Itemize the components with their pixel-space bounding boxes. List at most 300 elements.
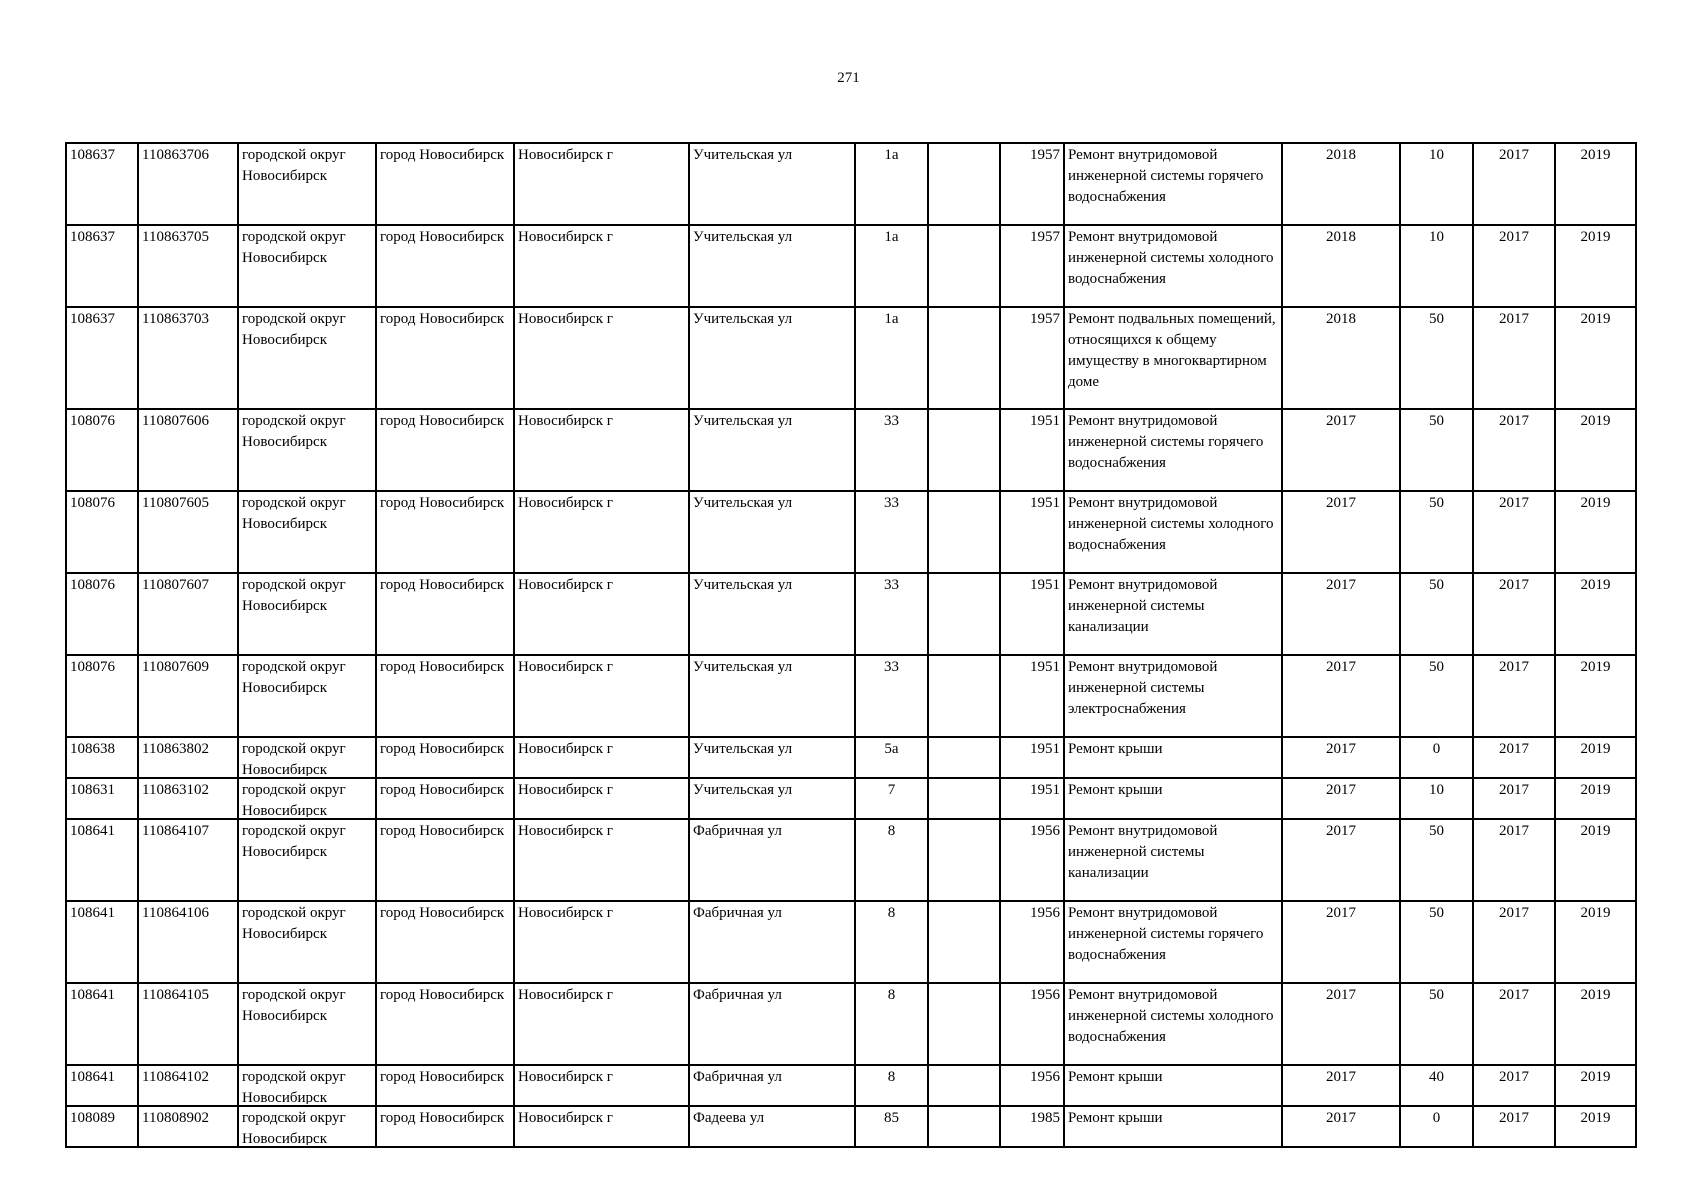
cell-work-type xyxy=(1064,901,1282,983)
municipal-district-text: городской округ Новосибирск xyxy=(242,495,346,532)
cell-municipal-district xyxy=(238,307,376,409)
cell-municipal-district xyxy=(238,1106,376,1147)
year-built-text: 1951 xyxy=(1030,413,1060,429)
cell-period-start xyxy=(1473,983,1555,1065)
cell-house-number xyxy=(855,778,928,819)
cell-municipal-district xyxy=(238,409,376,491)
wear-percent-text: 0 xyxy=(1432,1110,1441,1126)
period-end-text: 2019 xyxy=(1580,147,1611,163)
wear-percent-text: 10 xyxy=(1429,229,1444,245)
element-id-text: 110864102 xyxy=(142,1069,209,1085)
locality-text: Новосибирск г xyxy=(518,782,613,798)
table-row xyxy=(66,491,1636,573)
cell-period-end xyxy=(1555,819,1636,901)
cell-street xyxy=(689,491,855,573)
street-text: Учительская ул xyxy=(693,413,793,429)
cell-building xyxy=(928,778,1000,819)
period-start-text: 2017 xyxy=(1499,577,1529,593)
cell-locality xyxy=(514,778,689,819)
cell-period-end xyxy=(1555,778,1636,819)
locality-text: Новосибирск г xyxy=(518,905,613,921)
period-start-text: 2017 xyxy=(1499,229,1529,245)
cell-house-number xyxy=(855,737,928,778)
settlement-text: город Новосибирск xyxy=(380,495,505,511)
table-row xyxy=(66,737,1636,778)
cell-settlement xyxy=(376,655,514,737)
house-id-text: 108641 xyxy=(70,905,115,921)
cell-house-number xyxy=(855,983,928,1065)
wear-percent-text: 50 xyxy=(1429,413,1444,429)
cell-street xyxy=(689,143,855,225)
cell-settlement xyxy=(376,1106,514,1147)
cell-locality xyxy=(514,491,689,573)
element-id-text: 110808902 xyxy=(142,1110,209,1126)
settlement-text: город Новосибирск xyxy=(380,823,505,839)
wear-percent-text: 40 xyxy=(1429,1069,1444,1085)
cell-period-start xyxy=(1473,1065,1555,1106)
street-text: Фадеева ул xyxy=(693,1110,765,1126)
municipal-district-text: городской округ Новосибирск xyxy=(242,147,346,184)
house-number-text: 8 xyxy=(887,1069,896,1085)
cell-settlement xyxy=(376,225,514,307)
period-end-text: 2019 xyxy=(1580,987,1611,1003)
plan-year-text: 2017 xyxy=(1326,1110,1356,1126)
cell-year-built xyxy=(1000,1065,1064,1106)
settlement-text: город Новосибирск xyxy=(380,229,505,245)
cell-locality xyxy=(514,143,689,225)
cell-work-type xyxy=(1064,409,1282,491)
cell-plan-year xyxy=(1282,819,1400,901)
cell-wear-percent xyxy=(1400,655,1473,737)
work-type-text: Ремонт внутридомовой инженерной системы холодного водоснабжения xyxy=(1068,987,1274,1045)
cell-element-id xyxy=(138,409,238,491)
cell-period-start xyxy=(1473,655,1555,737)
house-id-text: 108641 xyxy=(70,1069,115,1085)
cell-house-number xyxy=(855,491,928,573)
cell-locality xyxy=(514,737,689,778)
settlement-text: город Новосибирск xyxy=(380,1110,505,1126)
cell-house-id xyxy=(66,1106,138,1147)
wear-percent-text: 50 xyxy=(1429,987,1444,1003)
year-built-text: 1956 xyxy=(1030,905,1060,921)
cell-plan-year xyxy=(1282,737,1400,778)
cell-work-type xyxy=(1064,225,1282,307)
cell-period-end xyxy=(1555,737,1636,778)
element-id-text: 110863102 xyxy=(142,782,209,798)
cell-period-end xyxy=(1555,491,1636,573)
cell-street xyxy=(689,1106,855,1147)
period-start-text: 2017 xyxy=(1499,905,1529,921)
cell-settlement xyxy=(376,491,514,573)
cell-street xyxy=(689,1065,855,1106)
cell-year-built xyxy=(1000,491,1064,573)
locality-text: Новосибирск г xyxy=(518,1110,613,1126)
house-id-text: 108637 xyxy=(70,229,115,245)
street-text: Учительская ул xyxy=(693,782,793,798)
period-start-text: 2017 xyxy=(1499,987,1529,1003)
cell-house-number xyxy=(855,143,928,225)
plan-year-text: 2017 xyxy=(1326,577,1356,593)
cell-plan-year xyxy=(1282,409,1400,491)
cell-house-number xyxy=(855,1065,928,1106)
work-type-text: Ремонт внутридомовой инженерной системы канализации xyxy=(1068,577,1218,635)
municipal-district-text: городской округ Новосибирск xyxy=(242,577,346,614)
work-type-text: Ремонт внутридомовой инженерной системы холодного водоснабжения xyxy=(1068,495,1274,553)
locality-text: Новосибирск г xyxy=(518,229,613,245)
settlement-text: город Новосибирск xyxy=(380,659,505,675)
cell-building xyxy=(928,143,1000,225)
house-number-text: 8 xyxy=(887,905,896,921)
cell-period-end xyxy=(1555,225,1636,307)
work-type-text: Ремонт внутридомовой инженерной системы горячего водоснабжения xyxy=(1068,147,1264,205)
cell-street xyxy=(689,737,855,778)
house-id-text: 108641 xyxy=(70,823,115,839)
cell-house-number xyxy=(855,901,928,983)
cell-plan-year xyxy=(1282,307,1400,409)
capital-repair-register-table xyxy=(65,142,1637,1148)
cell-period-start xyxy=(1473,225,1555,307)
cell-municipal-district xyxy=(238,737,376,778)
cell-period-end xyxy=(1555,573,1636,655)
period-start-text: 2017 xyxy=(1499,782,1529,798)
locality-text: Новосибирск г xyxy=(518,741,613,757)
street-text: Фабричная ул xyxy=(693,1069,782,1085)
house-number-text: 1а xyxy=(884,229,899,245)
element-id-text: 110863705 xyxy=(142,229,209,245)
work-type-text: Ремонт внутридомовой инженерной системы канализации xyxy=(1068,823,1218,881)
cell-plan-year xyxy=(1282,1065,1400,1106)
cell-wear-percent xyxy=(1400,778,1473,819)
work-type-text: Ремонт внутридомовой инженерной системы горячего водоснабжения xyxy=(1068,413,1264,471)
cell-wear-percent xyxy=(1400,1065,1473,1106)
period-end-text: 2019 xyxy=(1580,1110,1611,1126)
cell-wear-percent xyxy=(1400,901,1473,983)
cell-year-built xyxy=(1000,901,1064,983)
cell-building xyxy=(928,409,1000,491)
cell-house-number xyxy=(855,819,928,901)
cell-building xyxy=(928,1106,1000,1147)
house-id-text: 108089 xyxy=(70,1110,115,1126)
year-built-text: 1956 xyxy=(1030,987,1060,1003)
table-row xyxy=(66,225,1636,307)
wear-percent-text: 50 xyxy=(1429,823,1444,839)
cell-period-start xyxy=(1473,491,1555,573)
cell-street xyxy=(689,225,855,307)
house-number-text: 33 xyxy=(884,659,899,675)
cell-street xyxy=(689,655,855,737)
element-id-text: 110864106 xyxy=(142,905,209,921)
cell-wear-percent xyxy=(1400,737,1473,778)
house-number-text: 33 xyxy=(884,577,899,593)
settlement-text: город Новосибирск xyxy=(380,782,505,798)
house-number-text: 1а xyxy=(884,311,899,327)
cell-year-built xyxy=(1000,983,1064,1065)
year-built-text: 1957 xyxy=(1030,147,1060,163)
plan-year-text: 2018 xyxy=(1326,229,1356,245)
work-type-text: Ремонт крыши xyxy=(1068,1110,1163,1126)
house-number-text: 33 xyxy=(884,413,899,429)
period-start-text: 2017 xyxy=(1499,311,1529,327)
cell-settlement xyxy=(376,307,514,409)
period-start-text: 2017 xyxy=(1499,1110,1529,1126)
cell-element-id xyxy=(138,1106,238,1147)
street-text: Фабричная ул xyxy=(693,987,782,1003)
work-type-text: Ремонт подвальных помещений, относящихся к общему имуществу в многоквартирном доме xyxy=(1068,311,1276,390)
cell-house-id xyxy=(66,819,138,901)
street-text: Фабричная ул xyxy=(693,823,782,839)
work-type-text: Ремонт крыши xyxy=(1068,782,1163,798)
cell-year-built xyxy=(1000,307,1064,409)
plan-year-text: 2018 xyxy=(1326,311,1356,327)
period-start-text: 2017 xyxy=(1499,147,1529,163)
street-text: Учительская ул xyxy=(693,495,793,511)
settlement-text: город Новосибирск xyxy=(380,147,505,163)
settlement-text: город Новосибирск xyxy=(380,311,505,327)
municipal-district-text: городской округ Новосибирск xyxy=(242,413,346,450)
cell-house-id xyxy=(66,225,138,307)
work-type-text: Ремонт крыши xyxy=(1068,741,1163,757)
municipal-district-text: городской округ Новосибирск xyxy=(242,311,346,348)
cell-house-id xyxy=(66,573,138,655)
table-row xyxy=(66,1065,1636,1106)
cell-street xyxy=(689,307,855,409)
cell-wear-percent xyxy=(1400,819,1473,901)
cell-wear-percent xyxy=(1400,573,1473,655)
cell-building xyxy=(928,573,1000,655)
cell-locality xyxy=(514,819,689,901)
cell-municipal-district xyxy=(238,778,376,819)
plan-year-text: 2017 xyxy=(1326,905,1356,921)
cell-building xyxy=(928,491,1000,573)
year-built-text: 1957 xyxy=(1030,311,1060,327)
plan-year-text: 2017 xyxy=(1326,413,1356,429)
cell-building xyxy=(928,655,1000,737)
street-text: Учительская ул xyxy=(693,577,793,593)
cell-house-id xyxy=(66,737,138,778)
cell-year-built xyxy=(1000,778,1064,819)
element-id-text: 110864107 xyxy=(142,823,209,839)
cell-element-id xyxy=(138,901,238,983)
cell-street xyxy=(689,573,855,655)
work-type-text: Ремонт внутридомовой инженерной системы горячего водоснабжения xyxy=(1068,905,1264,963)
wear-percent-text: 10 xyxy=(1429,782,1444,798)
element-id-text: 110807605 xyxy=(142,495,209,511)
cell-element-id xyxy=(138,573,238,655)
table-row xyxy=(66,1106,1636,1147)
cell-municipal-district xyxy=(238,225,376,307)
street-text: Учительская ул xyxy=(693,147,793,163)
wear-percent-text: 50 xyxy=(1429,311,1444,327)
period-start-text: 2017 xyxy=(1499,1069,1529,1085)
cell-year-built xyxy=(1000,655,1064,737)
municipal-district-text: городской округ Новосибирск xyxy=(242,987,346,1024)
cell-locality xyxy=(514,901,689,983)
cell-settlement xyxy=(376,143,514,225)
wear-percent-text: 50 xyxy=(1429,659,1444,675)
cell-work-type xyxy=(1064,491,1282,573)
house-number-text: 33 xyxy=(884,495,899,511)
cell-house-number xyxy=(855,1106,928,1147)
house-number-text: 1а xyxy=(884,147,899,163)
element-id-text: 110807607 xyxy=(142,577,209,593)
plan-year-text: 2017 xyxy=(1326,987,1356,1003)
house-id-text: 108076 xyxy=(70,577,115,593)
municipal-district-text: городской округ Новосибирск xyxy=(242,659,346,696)
cell-municipal-district xyxy=(238,819,376,901)
cell-settlement xyxy=(376,409,514,491)
cell-period-start xyxy=(1473,573,1555,655)
cell-plan-year xyxy=(1282,983,1400,1065)
settlement-text: город Новосибирск xyxy=(380,577,505,593)
cell-period-start xyxy=(1473,737,1555,778)
cell-house-number xyxy=(855,307,928,409)
plan-year-text: 2017 xyxy=(1326,659,1356,675)
year-built-text: 1951 xyxy=(1030,577,1060,593)
year-built-text: 1956 xyxy=(1030,1069,1060,1085)
cell-settlement xyxy=(376,573,514,655)
table-row xyxy=(66,819,1636,901)
cell-municipal-district xyxy=(238,491,376,573)
year-built-text: 1985 xyxy=(1030,1110,1060,1126)
cell-house-id xyxy=(66,307,138,409)
cell-settlement xyxy=(376,983,514,1065)
cell-locality xyxy=(514,307,689,409)
work-type-text: Ремонт внутридомовой инженерной системы электроснабжения xyxy=(1068,659,1218,717)
cell-period-end xyxy=(1555,1065,1636,1106)
cell-element-id xyxy=(138,983,238,1065)
cell-element-id xyxy=(138,1065,238,1106)
cell-period-start xyxy=(1473,1106,1555,1147)
street-text: Фабричная ул xyxy=(693,905,782,921)
house-number-text: 85 xyxy=(884,1110,899,1126)
cell-municipal-district xyxy=(238,1065,376,1106)
year-built-text: 1951 xyxy=(1030,495,1060,511)
cell-work-type xyxy=(1064,1106,1282,1147)
cell-period-start xyxy=(1473,819,1555,901)
plan-year-text: 2017 xyxy=(1326,1069,1356,1085)
period-end-text: 2019 xyxy=(1580,782,1611,798)
municipal-district-text: городской округ Новосибирск xyxy=(242,229,346,266)
cell-year-built xyxy=(1000,573,1064,655)
house-id-text: 108076 xyxy=(70,659,115,675)
cell-locality xyxy=(514,655,689,737)
period-end-text: 2019 xyxy=(1580,577,1611,593)
house-id-text: 108637 xyxy=(70,311,115,327)
cell-street xyxy=(689,778,855,819)
cell-work-type xyxy=(1064,307,1282,409)
table-row xyxy=(66,143,1636,225)
cell-plan-year xyxy=(1282,143,1400,225)
cell-settlement xyxy=(376,778,514,819)
cell-locality xyxy=(514,225,689,307)
cell-year-built xyxy=(1000,225,1064,307)
table-row xyxy=(66,901,1636,983)
cell-street xyxy=(689,409,855,491)
street-text: Учительская ул xyxy=(693,659,793,675)
settlement-text: город Новосибирск xyxy=(380,1069,505,1085)
element-id-text: 110807609 xyxy=(142,659,209,675)
period-start-text: 2017 xyxy=(1499,823,1529,839)
element-id-text: 110807606 xyxy=(142,413,209,429)
house-id-text: 108637 xyxy=(70,147,115,163)
year-built-text: 1951 xyxy=(1030,659,1060,675)
locality-text: Новосибирск г xyxy=(518,1069,613,1085)
cell-wear-percent xyxy=(1400,225,1473,307)
locality-text: Новосибирск г xyxy=(518,495,613,511)
table-row xyxy=(66,983,1636,1065)
cell-element-id xyxy=(138,655,238,737)
cell-work-type xyxy=(1064,778,1282,819)
cell-building xyxy=(928,983,1000,1065)
table-row xyxy=(66,307,1636,409)
street-text: Учительская ул xyxy=(693,311,793,327)
table-body xyxy=(66,143,1636,1147)
cell-municipal-district xyxy=(238,143,376,225)
cell-wear-percent xyxy=(1400,409,1473,491)
cell-year-built xyxy=(1000,143,1064,225)
year-built-text: 1957 xyxy=(1030,229,1060,245)
locality-text: Новосибирск г xyxy=(518,823,613,839)
cell-wear-percent xyxy=(1400,983,1473,1065)
cell-work-type xyxy=(1064,983,1282,1065)
house-number-text: 8 xyxy=(887,823,896,839)
cell-period-end xyxy=(1555,409,1636,491)
locality-text: Новосибирск г xyxy=(518,577,613,593)
settlement-text: город Новосибирск xyxy=(380,987,505,1003)
cell-period-end xyxy=(1555,307,1636,409)
cell-work-type xyxy=(1064,819,1282,901)
period-start-text: 2017 xyxy=(1499,659,1529,675)
street-text: Учительская ул xyxy=(693,741,793,757)
municipal-district-text: городской округ Новосибирск xyxy=(242,1110,346,1145)
cell-element-id xyxy=(138,819,238,901)
cell-municipal-district xyxy=(238,573,376,655)
cell-house-number xyxy=(855,655,928,737)
cell-year-built xyxy=(1000,1106,1064,1147)
page-number: 271 xyxy=(837,70,860,86)
cell-period-end xyxy=(1555,143,1636,225)
cell-street xyxy=(689,983,855,1065)
year-built-text: 1951 xyxy=(1030,782,1060,798)
locality-text: Новосибирск г xyxy=(518,311,613,327)
cell-building xyxy=(928,901,1000,983)
house-id-text: 108638 xyxy=(70,741,115,757)
cell-element-id xyxy=(138,143,238,225)
period-start-text: 2017 xyxy=(1499,495,1529,511)
element-id-text: 110863706 xyxy=(142,147,209,163)
house-number-text: 8 xyxy=(887,987,896,1003)
house-id-text: 108631 xyxy=(70,782,115,798)
cell-period-end xyxy=(1555,655,1636,737)
table-row xyxy=(66,778,1636,819)
cell-house-id xyxy=(66,778,138,819)
cell-period-end xyxy=(1555,1106,1636,1147)
cell-building xyxy=(928,737,1000,778)
work-type-text: Ремонт внутридомовой инженерной системы холодного водоснабжения xyxy=(1068,229,1274,287)
cell-plan-year xyxy=(1282,655,1400,737)
plan-year-text: 2017 xyxy=(1326,495,1356,511)
cell-work-type xyxy=(1064,573,1282,655)
period-end-text: 2019 xyxy=(1580,229,1611,245)
cell-work-type xyxy=(1064,655,1282,737)
cell-house-id xyxy=(66,143,138,225)
cell-settlement xyxy=(376,737,514,778)
period-end-text: 2019 xyxy=(1580,741,1611,757)
cell-house-id xyxy=(66,901,138,983)
cell-house-number xyxy=(855,409,928,491)
cell-locality xyxy=(514,409,689,491)
wear-percent-text: 50 xyxy=(1429,577,1444,593)
